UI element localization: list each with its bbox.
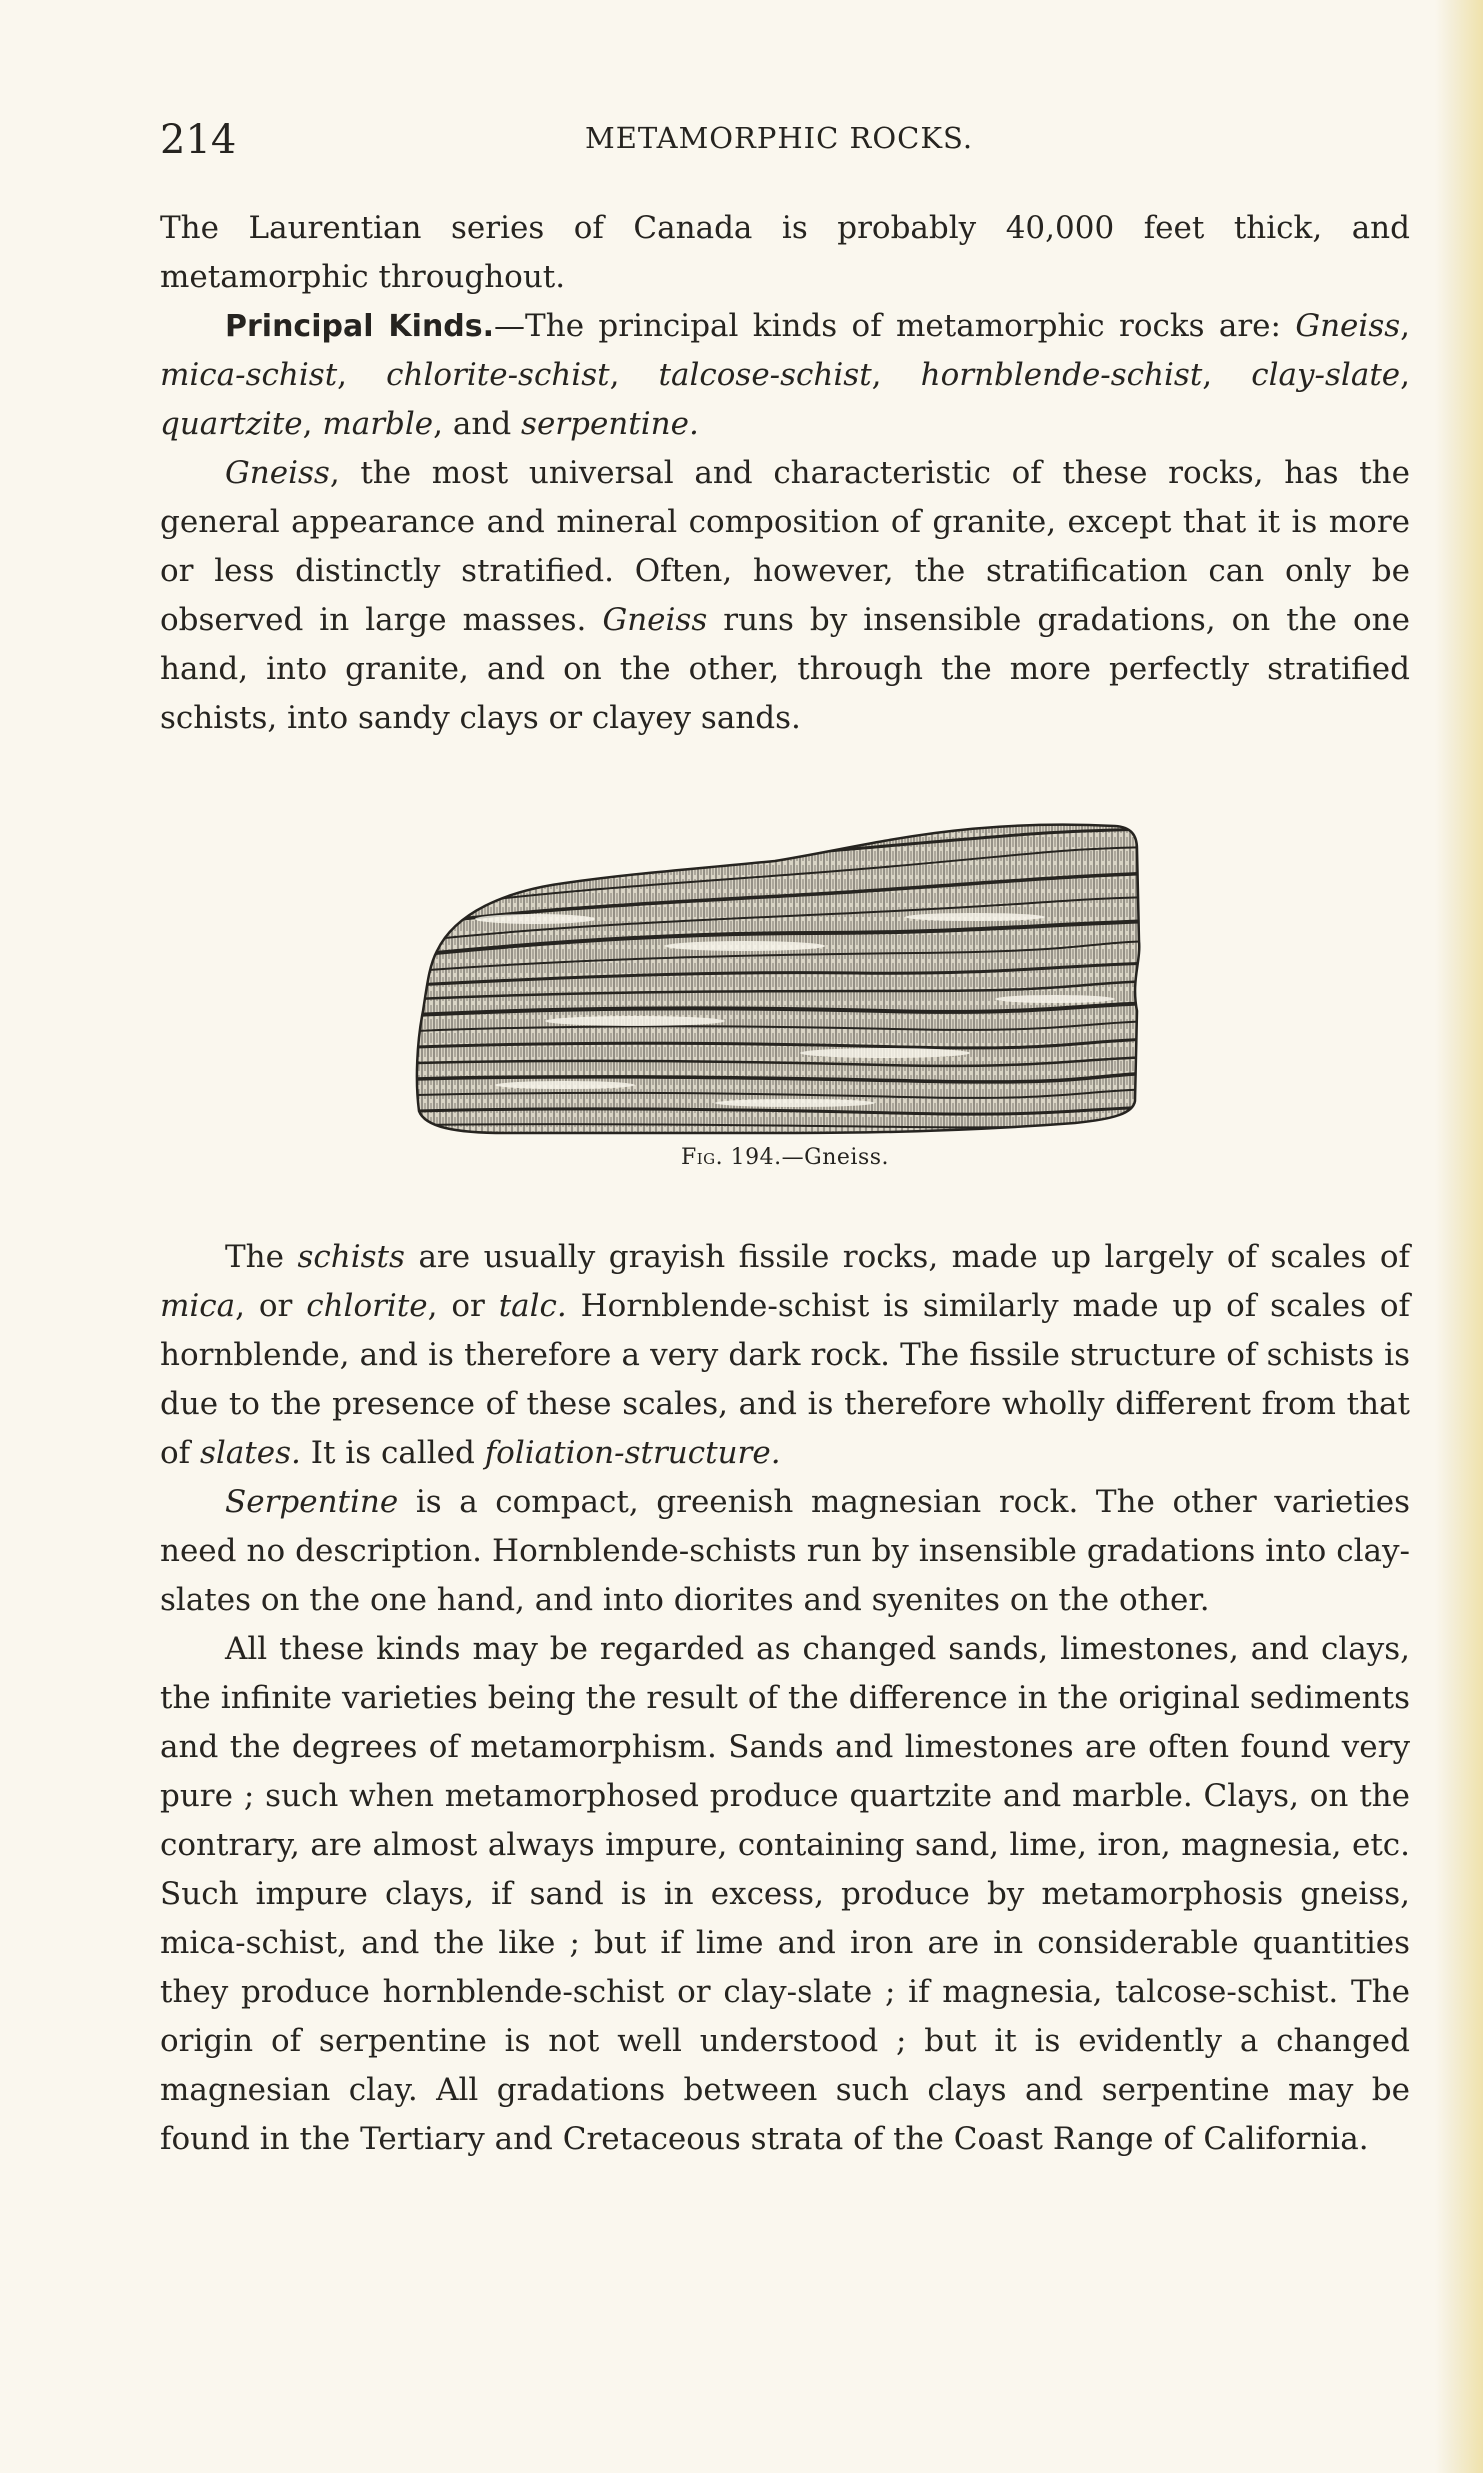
- paragraph-origins: [160, 1625, 1410, 2164]
- figure-194: [160, 743, 1410, 1233]
- term-gneiss: Gneiss: [602, 602, 708, 638]
- figure-label: Fig.: [680, 1145, 724, 1170]
- figure-title: —Gneiss.: [781, 1145, 890, 1170]
- term-foliation-structure: foliation-structure.: [484, 1435, 781, 1471]
- conjunction: and: [452, 406, 512, 442]
- page-number: 214: [160, 117, 237, 163]
- term-serpentine: Serpentine: [225, 1484, 399, 1520]
- page-header: [160, 110, 1410, 170]
- em-dash: —: [494, 308, 526, 344]
- paragraph-text: The Laurentian series of Canada is probably 40,000 feet thick, and metamorphic throughout.: [160, 210, 1410, 295]
- term-quartzite: quartzite: [160, 406, 303, 442]
- paragraph-text: is a compact, greenish magnesian rock. The other varieties need no description. Hornblende-schists run by insensible gradations into clay-slates on the one hand, and into diorites and syenites on the other.: [160, 1484, 1410, 1618]
- rock-body: [415, 821, 1155, 1139]
- term-talc: talc.: [498, 1288, 567, 1324]
- paragraph-principal-kinds: Principal Kinds.—The principal kinds of metamorphic rocks are: Gneiss, mica-schist, chlorite-schist, talcose-schist, hornblende-schist, clay-slate, quartzite, marble, and serpentine.: [160, 308, 1410, 442]
- term-mica: mica: [160, 1288, 236, 1324]
- paragraph-text: Hornblende-schist is similarly made up of scales of hornblende, and is therefore a very dark rock. The fissile structure of schists is due to the presence of these scales, and is therefore wholly different from that of: [160, 1288, 1410, 1471]
- paragraph-laurentian: [160, 204, 1410, 302]
- paragraph-text: runs by insensible gradations, on the one hand, into granite, and on the other, through the more perfectly stratified schists, into sandy clays or clayey sands.: [160, 602, 1410, 736]
- term-mica-schist: mica-schist: [160, 357, 338, 393]
- paragraph-text: It is called: [310, 1435, 475, 1471]
- figure-caption: [160, 1143, 1410, 1173]
- term-marble: marble: [322, 406, 434, 442]
- term-hornblende-schist: hornblende-schist: [920, 357, 1203, 393]
- paragraph-text: , or: [235, 1288, 293, 1324]
- gneiss-illustration: [415, 821, 1155, 1139]
- term-gneiss: Gneiss: [225, 455, 330, 491]
- term-chlorite-schist: chlorite-schist: [386, 357, 610, 393]
- running-title: METAMORPHIC ROCKS.: [585, 121, 974, 155]
- paragraph-text: All these kinds may be regarded as changed sands, limestones, and clays, the infinite varieties being the result of the difference in the original sediments and the degrees of metamorphism. Sands and limestones are often found very pure ; such when metamorphosed produce quartzite and marble. Clays, on the contrary, are almost always impure, containing sand, lime, iron, magnesia, etc. Such impure clays, if sand is in excess, produce by metamorphosis gneiss, mica-schist, and the like ; but if lime and iron are in considerable quantities they produce hornblende-schist or clay-slate ; if magnesia, talcose-schist. The origin of serpentine is not well understood ; but it is evidently a changed magnesian clay. All gradations between such clays and serpentine may be found in the Tertiary and Cretaceous strata of the Coast Range of California.: [160, 1631, 1410, 2157]
- section-heading: Principal Kinds.: [225, 309, 495, 344]
- paragraph-text: are usually grayish fissile rocks, made up largely of scales of: [418, 1239, 1411, 1275]
- book-page: [160, 110, 1410, 2410]
- paragraph-schists: [160, 1233, 1410, 1478]
- paragraph-gneiss: [160, 449, 1410, 743]
- term-schists: schists: [297, 1239, 405, 1275]
- term-chlorite: chlorite: [306, 1288, 428, 1324]
- paragraph-text: The principal kinds of metamorphic rocks are:: [525, 308, 1281, 344]
- term-slates: slates.: [200, 1435, 301, 1471]
- paragraph-text: , the most universal and characteristic of these rocks, has the general appearance and mineral composition of granite, except that it is more or less distinctly stratified. Often, however, the stratification can only be observed in large masses.: [160, 455, 1410, 638]
- term-gneiss: Gneiss: [1295, 308, 1401, 344]
- paragraph-text: , or: [427, 1288, 485, 1324]
- figure-number: 194.: [730, 1145, 782, 1170]
- paragraph-text: The: [225, 1239, 284, 1275]
- page-edge-shadow: [1435, 0, 1483, 2473]
- term-talcose-schist: talcose-schist: [658, 357, 872, 393]
- term-clay-slate: clay-slate: [1251, 357, 1401, 393]
- term-serpentine: serpentine.: [521, 406, 699, 442]
- paragraph-serpentine: [160, 1478, 1410, 1625]
